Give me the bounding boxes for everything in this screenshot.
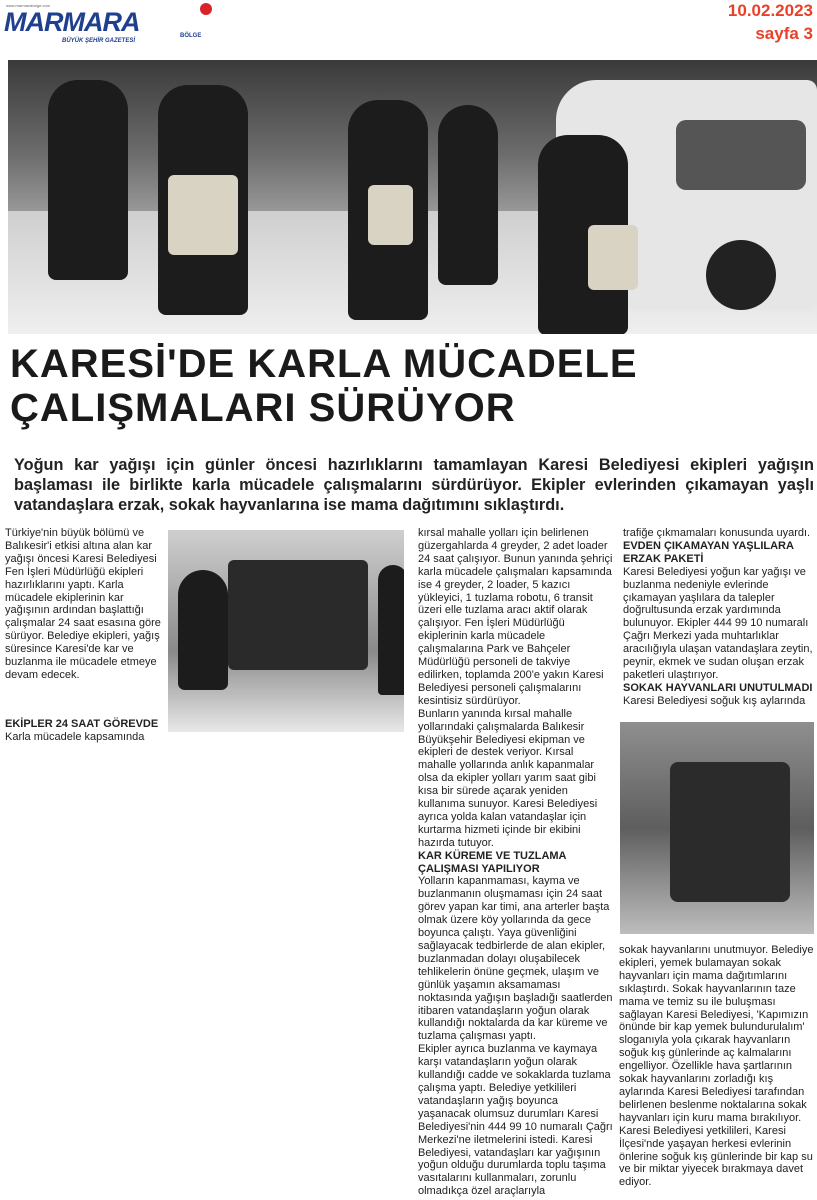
main-photo <box>8 60 817 334</box>
logo-sub: BÖLGE <box>180 33 202 39</box>
paragraph: Yolların kapanmaması, kayma ve buzlanmanın oluşmaması için 24 saat görev yapan kar timi, ana arterler başta olmak üzere köy yollarında da gece boyunca çalıştı. Yaya güvenliğini sağlayacak tedbirlerde de alan ekipler, buzlanmadan dolayı oluşabilecek tehlikelerin önüne geçmek, ulaşım ve günlük yaşamın aksamaması noktasında yağışın başladığı saatlerden itibaren vatandaşların yoğun olarak kullandığı noktalarda da kar küreme ve tuzlama çalışması yaptı. <box>418 875 613 1043</box>
page-number: sayfa 3 <box>755 24 813 43</box>
grader-photo <box>620 722 814 934</box>
paragraph: Karla mücadele kapsamında <box>5 730 145 743</box>
subheading: EVDEN ÇIKAMAYAN YAŞLILARA ERZAK PAKETİ <box>623 539 794 565</box>
logo-url: www.marmarabolge.com <box>6 3 51 8</box>
paragraph: trafiğe çıkmamaları konusunda uyardı. <box>623 527 811 539</box>
worker-figure <box>48 80 128 280</box>
logo-tagline: BÜYÜK ŞEHİR GAZETESİ <box>62 38 136 44</box>
worker-figure <box>178 570 228 690</box>
truck-photo <box>168 530 404 732</box>
worker-figure <box>378 565 404 695</box>
truck-shape <box>228 560 368 670</box>
headline-line-2: ÇALIŞMALARI SÜRÜYOR <box>10 386 516 430</box>
paragraph: Karesi Belediyesi soğuk kış aylarında <box>623 694 806 707</box>
grader-shape <box>670 762 790 902</box>
column-2 <box>418 527 613 1198</box>
headline-line-1: KARESİ'DE KARLA MÜCADELE <box>10 342 638 386</box>
publication-date: 10.02.2023 <box>727 1 813 20</box>
bag-icon <box>368 185 413 245</box>
paragraph: kırsal mahalle yolları için belirlenen güzergahlarda 4 greyder, 2 adet loader 24 saat çalışıyor. Bunun yanında şehriçi karla mücadele çalışmaları kapsamında ise 4 greyder, 2 loader, 5 kazıcı yükleyici, 1 tuzlama robotu, 6 transit üzeri elle tuzlama aracı aktif olarak çalışıyor. Fen İşleri Müdürlüğü ekiplerinin karla mücadele çalışmalarına Park ve Bahçeler Müdürlüğü personeli de takviye edilirken, toplamda 200'e yakın Karesi Belediyesi personeli çalışmalarını kesintisiz sürdürüyor. <box>418 527 613 707</box>
bag-icon <box>168 175 238 255</box>
paragraph: Karesi Belediyesi yoğun kar yağışı ve buzlanma nedeniyle evlerinde çıkamayan yaşlılara da talepler doğrultusunda erzak yardımında bulunuyor. Ekipler 444 99 10 numaralı Çağrı Merkezi yada muhtarlıklar aracılığıyla ulaşan vatandaşlara zeytin, peynir, ekmek ve sudan oluşan erzak paketleri ulaştırıyor. <box>623 565 813 681</box>
logo-star-icon <box>200 3 212 15</box>
van-wheel <box>706 240 776 310</box>
column-1-continued <box>5 718 165 744</box>
logo-wordmark: MARMARA <box>4 7 140 37</box>
column-1 <box>5 527 165 682</box>
headline <box>10 342 638 430</box>
lead-paragraph: Yoğun kar yağışı için günler öncesi hazırlıklarını tamamlayan Karesi Belediyesi ekipleri yağışın başlaması ile birlikte karla mücadele çalışmalarını sürdürüyor. Ekipler evlerinden çıkamayan yaşlı vatandaşlara erzak, sokak hayvanlarına ise mama dağıtımını sıklaştırdı. <box>14 456 814 514</box>
column-3 <box>623 527 815 708</box>
paragraph: Türkiye'nin büyük bölümü ve Balıkesir'i etkisi altına alan kar yağışı öncesi Karesi Belediyesi Fen İşleri Müdürlüğü ekipleri hazırlıklarını yaptı. Karla mücadele ekiplerinin kar yağışının ardından başlattığı çalışmalar 24 saat esasına göre sürüyor. Belediye ekipleri, yağış süresince Karesi'de kar ve buzlanma ile mücadele etmeye devam edecek. <box>5 527 161 681</box>
paragraph: Bunların yanında kırsal mahalle yollarındaki çalışmalarda Balıkesir Büyükşehir Belediyesi ekipman ve ekipleri de destek veriyor. Kırsal mahalle yollarında anlık kapanmalar olsa da ekipler yolları yarım saat gibi kısa bir sürede açarak yeniden kullanıma sunuyor. Karesi Belediyesi ayrıca yolda kalan vatandaşlar için kurtarma hizmeti içinde bir ekibini hazırda tutuyor. <box>418 707 598 849</box>
newspaper-logo <box>4 3 214 43</box>
subheading: KAR KÜREME VE TUZLAMA ÇALIŞMASI YAPILIYOR <box>418 849 567 875</box>
worker-figure <box>438 105 498 285</box>
subheading: EKİPLER 24 SAAT GÖREVDE <box>5 718 159 730</box>
masthead <box>0 0 817 56</box>
paragraph: sokak hayvanlarını unutmuyor. Belediye ekipleri, yemek bulamayan sokak hayvanları için mama dağıtımlarını sıklaştırdı. Sokak hayvanlarının taze mama ve temiz su ile buluşması sağlayan Karesi Belediyesi, 'Kapımızın önünde bir kap yemek bulundurulalım' sloganıyla yola çıkarak hayvanların soğuk kış günlerinde aç kalmalarını engelliyor. Özellikle hava şartlarının sokak hayvanlarını zorladığı kış aylarında Karesi Belediyesi tarafından belirlenen beslenme noktalarına sokak hayvanları için kuru mama bırakılıyor. Karesi Belediyesi yetkilileri, Karesi İlçesi'nde yaşayan herkesi evlerinin önlerine soğuk kış günlerinde bir kap su ve bir miktar yiyecek bırakmaya davet ediyor. <box>619 944 814 1189</box>
paragraph: Ekipler ayrıca buzlanma ve kaymaya karşı vatandaşların yoğun olarak kullandığı cadde ve sokaklarda tuzlama çalışma yaptı. Belediye yetkilileri vatandaşların yağış boyunca yaşanacak olumsuz durumları Karesi Belediyesi'nin 444 99 10 numaralı Çağrı Merkezi'ne iletmelerini istedi. Karesi Belediyesi, vatandaşları kar yağışının yoğun olduğu durumlarda toplu taşıma vasıtalarını kullanmaları, zorunlu olmadıkça özel araçlarıyla <box>418 1043 613 1198</box>
subheading: SOKAK HAYVANLARI UNUTULMADI <box>623 681 813 694</box>
bag-icon <box>588 225 638 290</box>
column-3-continued <box>619 944 815 1189</box>
van-window <box>676 120 806 190</box>
